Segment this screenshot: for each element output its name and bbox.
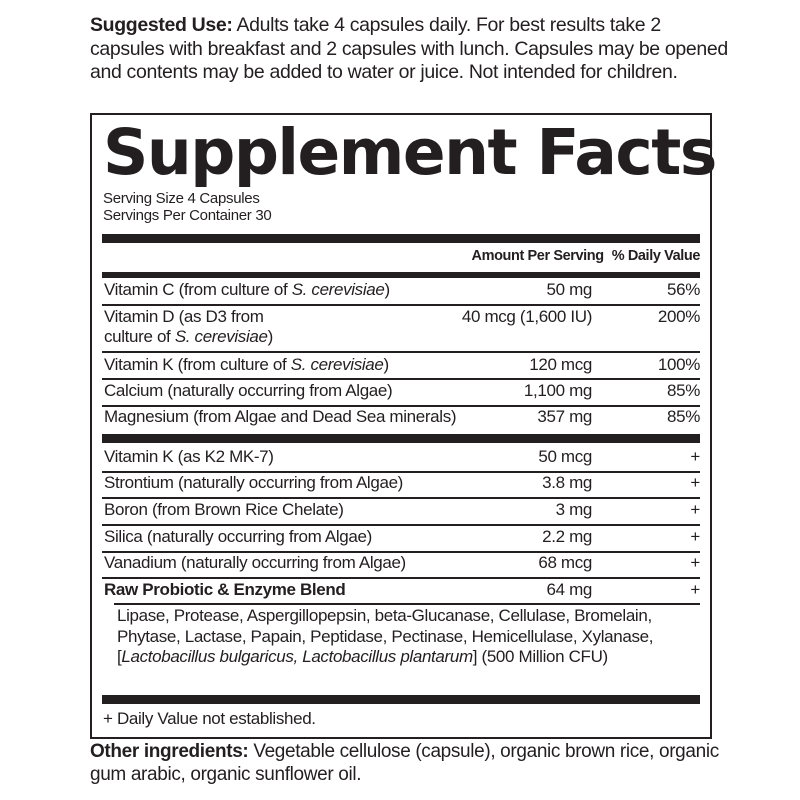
- nutrient-dv: 85%: [667, 407, 700, 426]
- nutrient-row: [102, 527, 700, 549]
- nutrient-dv: 100%: [657, 355, 700, 374]
- row-divider: [102, 524, 700, 526]
- nutrient-dv: +: [690, 473, 700, 492]
- nutrient-row: [102, 381, 700, 403]
- nutrient-amount: 50 mcg: [538, 447, 592, 466]
- nutrient-row: [102, 500, 700, 522]
- row-divider: [102, 304, 700, 306]
- nutrient-dv: 200%: [657, 307, 700, 326]
- nutrient-name: Calcium (naturally occurring from Algae): [104, 381, 393, 400]
- blend-amount: 64 mg: [546, 580, 592, 599]
- row-divider: [102, 378, 700, 380]
- nutrient-name: Vitamin K (as K2 MK-7): [104, 447, 274, 466]
- nutrient-amount: 50 mg: [546, 280, 592, 299]
- nutrient-name: Vitamin D (as D3 from culture of S. cerevisiae): [104, 307, 273, 346]
- suggested-use-text: Adults take 4 capsules daily. For best results take 2 capsules with breakfast and 2 capsules with lunch. Capsules may be opened and contents may be added to water or juice. Not intended for children.: [90, 14, 728, 83]
- footer-divider: [102, 695, 700, 704]
- suggested-use: [90, 14, 730, 85]
- nutrient-row: [102, 407, 700, 429]
- row-divider: [102, 577, 700, 579]
- suggested-use-label: Suggested Use:: [90, 14, 233, 36]
- daily-value-header: % Daily Value: [611, 248, 700, 264]
- header-divider: [102, 272, 700, 278]
- nutrient-name: Strontium (naturally occurring from Algae): [104, 473, 403, 492]
- blend-divider: [114, 603, 700, 605]
- nutrient-row: [102, 355, 700, 377]
- other-ingredients: [90, 740, 750, 786]
- nutrient-amount: 68 mcg: [538, 553, 592, 572]
- section-divider: [102, 434, 700, 443]
- nutrient-dv: 56%: [667, 280, 700, 299]
- other-ingredients-label: Other ingredients:: [90, 741, 249, 762]
- nutrient-amount: 40 mcg (1,600 IU): [461, 307, 592, 326]
- nutrient-amount: 357 mg: [537, 407, 592, 426]
- nutrient-dv: +: [690, 500, 700, 519]
- nutrient-dv: +: [690, 447, 700, 466]
- panel-title: Supplement Facts: [103, 116, 716, 189]
- nutrient-name: Vitamin K (from culture of S. cerevisiae): [104, 355, 389, 374]
- nutrient-dv: 85%: [667, 381, 700, 400]
- nutrient-amount: 3.8 mg: [542, 473, 592, 492]
- nutrient-name: Vitamin C (from culture of S. cerevisiae): [104, 280, 390, 299]
- nutrient-amount: 2.2 mg: [542, 527, 592, 546]
- nutrient-row: [102, 553, 700, 575]
- thick-divider: [102, 234, 700, 243]
- serving-info: [103, 190, 271, 224]
- nutrient-dv: +: [690, 527, 700, 546]
- nutrient-row: [102, 473, 700, 495]
- nutrient-row: [102, 307, 700, 349]
- nutrient-dv: +: [690, 553, 700, 572]
- nutrient-amount: 120 mcg: [529, 355, 592, 374]
- nutrient-row: [102, 280, 700, 302]
- nutrient-amount: 3 mg: [555, 500, 592, 519]
- blend-row: [102, 580, 700, 602]
- amount-header: Amount Per Serving: [471, 248, 604, 264]
- serving-size: Serving Size 4 Capsules: [103, 190, 260, 207]
- column-header: [464, 248, 700, 264]
- blend-name: Raw Probiotic & Enzyme Blend: [104, 580, 346, 599]
- nutrient-amount: 1,100 mg: [523, 381, 592, 400]
- other-ingredients-text: Vegetable cellulose (capsule), organic brown rice, organic gum arabic, organic sunflower oil.: [90, 741, 719, 785]
- row-divider: [102, 351, 700, 353]
- supplement-facts-panel: [90, 113, 716, 739]
- servings-per-container: Servings Per Container 30: [103, 207, 272, 224]
- nutrient-row: [102, 447, 700, 469]
- blend-dv: +: [690, 580, 700, 599]
- row-divider: [102, 497, 700, 499]
- nutrient-name: Boron (from Brown Rice Chelate): [104, 500, 344, 519]
- nutrient-name: Silica (naturally occurring from Algae): [104, 527, 372, 546]
- footnote: + Daily Value not established.: [103, 709, 316, 728]
- nutrient-name: Vanadium (naturally occurring from Algae): [104, 553, 406, 572]
- nutrient-name: Magnesium (from Algae and Dead Sea minerals): [104, 407, 457, 426]
- blend-ingredients: Lipase, Protease, Aspergillopepsin, beta-Glucanase, Cellulase, Bromelain, Phytase, Lactase, Papain, Peptidase, Pectinase, Hemicellulase, Xylanase, [Lactobacillus bulgaricus, Lactobacillus plantarum] (500 Million CFU): [117, 606, 654, 666]
